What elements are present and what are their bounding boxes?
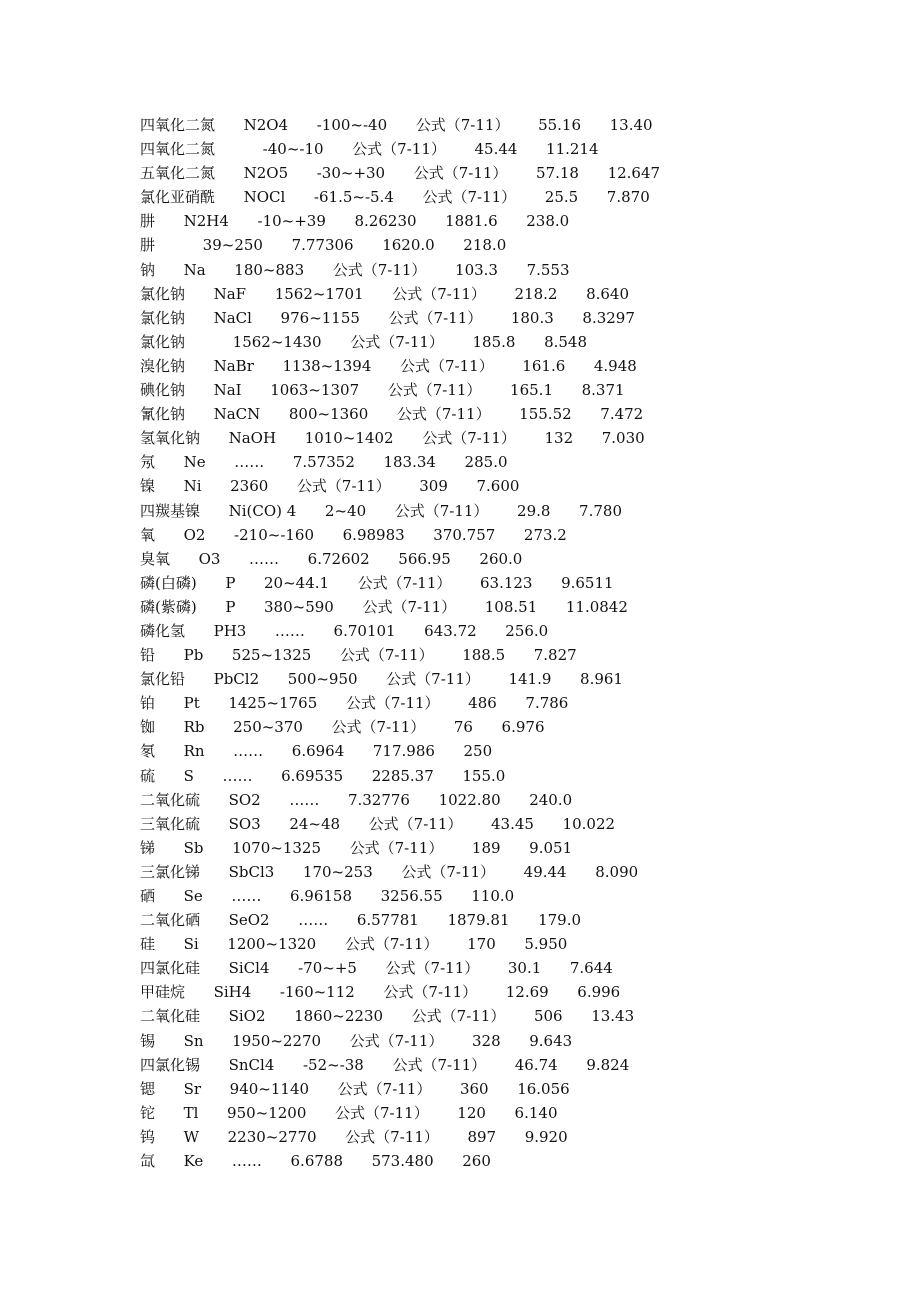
text-line: 镍 Ni 2360 公式（7-11） 309 7.600 — [140, 477, 520, 496]
text-line: 锡 Sn 1950~2270 公式（7-11） 328 9.643 — [140, 1031, 573, 1050]
text-line: 四氧化二氮 -40~-10 公式（7-11） 45.44 11.214 — [140, 140, 599, 159]
text-line: 铂 Pt 1425~1765 公式（7-11） 486 7.786 — [140, 694, 569, 713]
text-line: 铷 Rb 250~370 公式（7-11） 76 6.976 — [140, 718, 545, 737]
text-line: 氙 Ke …… 6.6788 573.480 260 — [140, 1152, 491, 1171]
text-line: 氯化钠 NaCl 976~1155 公式（7-11） 180.3 8.3297 — [140, 308, 635, 327]
text-line: 四氧化二氮 N2O4 -100~-40 公式（7-11） 55.16 13.40 — [140, 116, 653, 134]
text-line: 钨 W 2230~2770 公式（7-11） 897 9.920 — [140, 1127, 568, 1146]
text-line: 磷(紫磷) P 380~590 公式（7-11） 108.51 11.0842 — [140, 597, 628, 616]
text-line: 臭氧 O3 …… 6.72602 566.95 260.0 — [140, 549, 523, 568]
text-line: 溴化钠 NaBr 1138~1394 公式（7-11） 161.6 4.948 — [140, 356, 637, 375]
text-line: 氯化亚硝酰 NOCl -61.5~-5.4 公式（7-11） 25.5 7.870 — [140, 188, 650, 207]
text-lines — [140, 113, 880, 1173]
text-line: 五氧化二氮 N2O5 -30~+30 公式（7-11） 57.18 12.647 — [140, 164, 661, 183]
text-line: 肼 N2H4 -10~+39 8.26230 1881.6 238.0 — [140, 212, 570, 231]
text-line: 氯化钠 NaF 1562~1701 公式（7-11） 218.2 8.640 — [140, 284, 630, 303]
text-line: 氢氧化钠 NaOH 1010~1402 公式（7-11） 132 7.030 — [140, 429, 645, 448]
text-line: 三氯化锑 SbCl3 170~253 公式（7-11） 49.44 8.090 — [140, 862, 639, 881]
text-line: 硫 S …… 6.69535 2285.37 155.0 — [140, 766, 506, 785]
text-line: 三氧化硫 SO3 24~48 公式（7-11） 43.45 10.022 — [140, 814, 616, 833]
text-line: 硅 Si 1200~1320 公式（7-11） 170 5.950 — [140, 935, 568, 954]
text-line: 铅 Pb 525~1325 公式（7-11） 188.5 7.827 — [140, 646, 577, 665]
text-line: 二氧化硫 SO2 …… 7.32776 1022.80 240.0 — [140, 790, 573, 809]
text-line: 氖 Ne …… 7.57352 183.34 285.0 — [140, 453, 508, 472]
text-line: 四氯化硅 SiCl4 -70~+5 公式（7-11） 30.1 7.644 — [140, 959, 613, 978]
text-line: 四氯化锡 SnCl4 -52~-38 公式（7-11） 46.74 9.824 — [140, 1055, 630, 1074]
text-line: 磷(白磷) P 20~44.1 公式（7-11） 63.123 9.6511 — [140, 573, 614, 592]
text-line: 磷化氢 PH3 …… 6.70101 643.72 256.0 — [140, 621, 549, 640]
text-line: 四羰基镍 Ni(CO) 4 2~40 公式（7-11） 29.8 7.780 — [140, 501, 622, 520]
text-line: 钠 Na 180~883 公式（7-11） 103.3 7.553 — [140, 260, 570, 279]
text-line: 二氧化硒 SeO2 …… 6.57781 1879.81 179.0 — [140, 911, 582, 930]
text-line: 氰化钠 NaCN 800~1360 公式（7-11） 155.52 7.472 — [140, 405, 644, 424]
text-line: 硒 Se …… 6.96158 3256.55 110.0 — [140, 887, 515, 905]
text-line: 氯化铅 PbCl2 500~950 公式（7-11） 141.9 8.961 — [140, 670, 623, 689]
text-line: 氡 Rn …… 6.6964 717.986 250 — [140, 742, 493, 761]
text-line: 甲硅烷 SiH4 -160~112 公式（7-11） 12.69 6.996 — [140, 983, 621, 1002]
text-line: 锶 Sr 940~1140 公式（7-11） 360 16.056 — [140, 1079, 570, 1098]
text-line: 铊 Tl 950~1200 公式（7-11） 120 6.140 — [140, 1103, 558, 1122]
text-line: 肼 39~250 7.77306 1620.0 218.0 — [140, 236, 507, 255]
text-line: 锑 Sb 1070~1325 公式（7-11） 189 9.051 — [140, 838, 573, 857]
text-line: 二氧化硅 SiO2 1860~2230 公式（7-11） 506 13.43 — [140, 1007, 635, 1026]
text-line: 氧 O2 -210~-160 6.98983 370.757 273.2 — [140, 525, 567, 544]
text-line: 碘化钠 NaI 1063~1307 公式（7-11） 165.1 8.371 — [140, 381, 625, 400]
text-line: 氯化钠 1562~1430 公式（7-11） 185.8 8.548 — [140, 332, 588, 351]
